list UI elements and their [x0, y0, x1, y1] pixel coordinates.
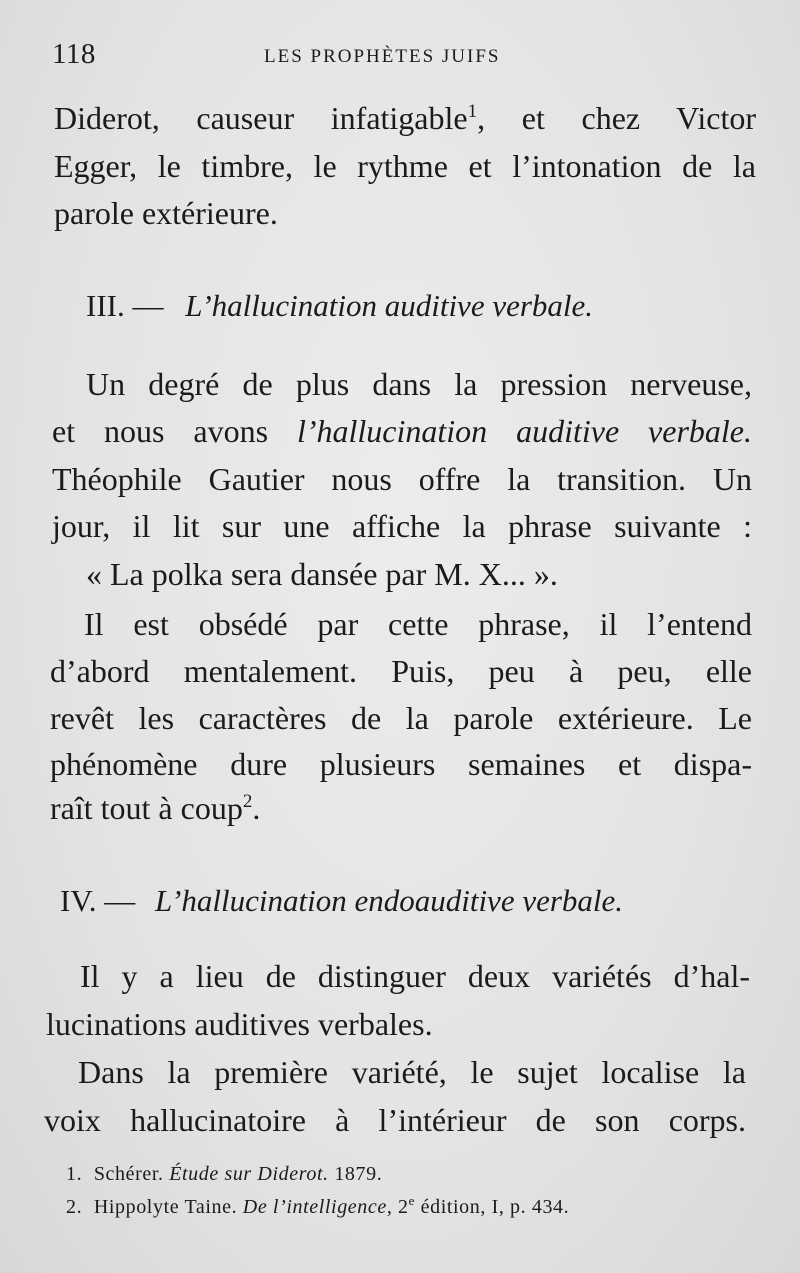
- body-line: d’abord mentalement. Puis, peu à peu, elle: [50, 653, 752, 689]
- body-line: jour, il lit sur une affiche la phrase suivante :: [52, 508, 752, 544]
- body-line: Un degré de plus dans la pression nerveuse,: [86, 366, 752, 402]
- body-line: raît tout à coup$^2$.: [50, 790, 261, 826]
- footnote-1: 1. Schérer. Étude sur Diderot. 1879.: [66, 1163, 383, 1185]
- body-line: Egger, le timbre, le rythme et l’intonation de la: [54, 148, 756, 184]
- page-number: 118: [52, 38, 96, 70]
- footnote-ref-1[interactable]: 1: [467, 101, 478, 122]
- footnote-ref-2[interactable]: 2: [242, 791, 253, 812]
- page-header: [52, 38, 752, 78]
- body-line: lucinations auditives verbales.: [46, 1006, 433, 1042]
- body-line: et nous avons l’hallucination auditive verbale.: [52, 413, 753, 449]
- footnote-2: 2. Hippolyte Taine. De l’intelligence, 2e édition, I, p. 434.: [66, 1193, 570, 1218]
- body-line: Théophile Gautier nous offre la transition. Un: [52, 461, 752, 497]
- body-line: Dans la première variété, le sujet localise la: [78, 1054, 746, 1090]
- section-title: L’hallucination auditive verbale.: [185, 288, 594, 323]
- body-line: Il est obsédé par cette phrase, il l’entend: [84, 606, 752, 642]
- section-title: L’hallucination endoauditive verbale.: [154, 883, 624, 918]
- body-line: Diderot, causeur infatigable$^1$, et chez Victor: [54, 100, 757, 136]
- body-line: voix hallucinatoire à l’intérieur de son corps.: [44, 1102, 746, 1138]
- quoted-line: « La polka sera dansée par M. X... ».: [86, 556, 558, 592]
- body-line: phénomène dure plusieurs semaines et dispa-: [50, 746, 752, 782]
- body-line: Il y a lieu de distinguer deux variétés d’hal-: [80, 958, 750, 994]
- section-heading-iii: [86, 286, 593, 326]
- section-numeral: III. —: [86, 288, 164, 323]
- section-heading-iv: [60, 881, 623, 921]
- running-title: LES PROPHÈTES JUIFS: [264, 46, 501, 67]
- body-line: parole extérieure.: [54, 195, 278, 231]
- section-numeral: IV. —: [60, 883, 136, 918]
- body-line: revêt les caractères de la parole extérieure. Le: [50, 700, 752, 736]
